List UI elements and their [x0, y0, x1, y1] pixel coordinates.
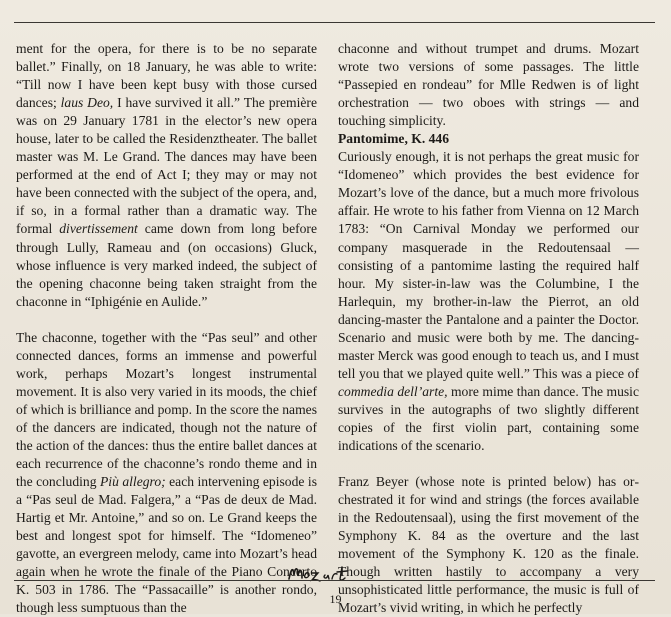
right-paragraph-3: Franz Beyer (whose note is printed below) has orchestrated it for wind and strings (the forces available in the Redoutensaal), using the first movement of the Symphony K. 84 as the overture and the last movement of the Symphony K. 120 as the finale. Though written hastily to accompany a very unsophisticated little performance, the music is full of Mozart’s vivid writing, in which he perfectly: [338, 474, 639, 616]
italic-text: divertissement: [59, 221, 138, 237]
text-run: Curiously enough, it is not perhaps the great music for “Idomeneo” which provides the best evidence for Mozart’s love of the dance, but a much more frivolous affair. He wrote to his father from Vienna on 12 March 1783: “On Carnival Monday we performed our company masquerade in the Redoutensaal — consisting of a pantomime lasting the required half hour. My sister-in-law was the Columbine, I the Harlequin, my brother-in-law the Pierrot, an old dancing-master the Pantalone and a painter the Doctor. Scenario and music were both by me. The dancing-master Merck was good enough to teach us, and I must tell you that we played quite well.” This was a piece of: [338, 149, 639, 381]
text-run: each intervening episode is a “Pas seul de Mad. Falgera,” a “Pas de deux de Mad. Hartig et Mr. Antoine,” and so on. Le Grand keeps the best and longest spot for himself. The “Idomeneo” gavotte, an evergreen melody, came into Mozart’s head again when he wrote the finale of the Piano Concerto K. 503 in 1786. The “Passacaille” is another rondo, though less sumptuous than the: [16, 474, 317, 616]
left-column: [16, 40, 317, 617]
left-paragraph-2: [16, 329, 317, 617]
text-run: The chaconne, together with the “Pas seul” and other connected dances, forms an immense and powerful work, perhaps Mozart’s longest instrumental movement. It is also very varied in its moods, the chief of which is brilliance and pomp. In the score the names of the dancers are indicated, though not the nature of the action of the dances: thus the entire ballet dances at each recurrence of the chaconne’s rondo theme and in the concluding: [16, 329, 317, 490]
bottom-rule: [14, 580, 655, 581]
text-run: I have survived it all.” The première was on 29 January 1781 in the elector’s new opera house, later to be called the Residenztheater. The ballet master was M. Le Grand. The dances may have been performed at the end of Act I; they may or may not have been connected with the subject of the opera, and, if so, in a formal rather than a dramatic way. The formal: [16, 95, 317, 237]
text-run: ment for the opera, for there is to be no separate ballet.” Finally, on 18 January, he was able to write: “Till now I have been kept busy with those cursed dances;: [16, 41, 317, 111]
mozart-signature: [285, 561, 365, 585]
italic-text: Più allegro;: [99, 474, 166, 490]
section-heading: Pantomime, K. 446: [338, 131, 450, 147]
right-column: [338, 40, 639, 617]
right-paragraph-2: [338, 148, 639, 455]
text-run: more mime than dance. The music survives in the autographs of two slightly different copies of the first violin part, containing some indications of the scenario.: [338, 383, 639, 454]
italic-text: commedia dell’arte,: [338, 383, 448, 399]
italic-text: laus Deo,: [60, 95, 114, 111]
page-number: 19: [329, 592, 342, 606]
right-paragraph-1: chaconne and without trumpet and drums. Mozart wrote two versions of some passages. The little “Passepied en rondeau” for Mlle Redwen is of light orchestration — two oboes with strings — and touching simplicity.: [338, 41, 639, 129]
left-paragraph-1: [16, 40, 317, 311]
top-rule: [14, 22, 655, 23]
text-run: came down from long before through Lully, Rameau and (on occasions) Gluck, whose influence is very marked indeed, the subject of the opening chaconne being taken straight from the chaconne in “Iphigénie en Aulide.”: [16, 221, 317, 309]
